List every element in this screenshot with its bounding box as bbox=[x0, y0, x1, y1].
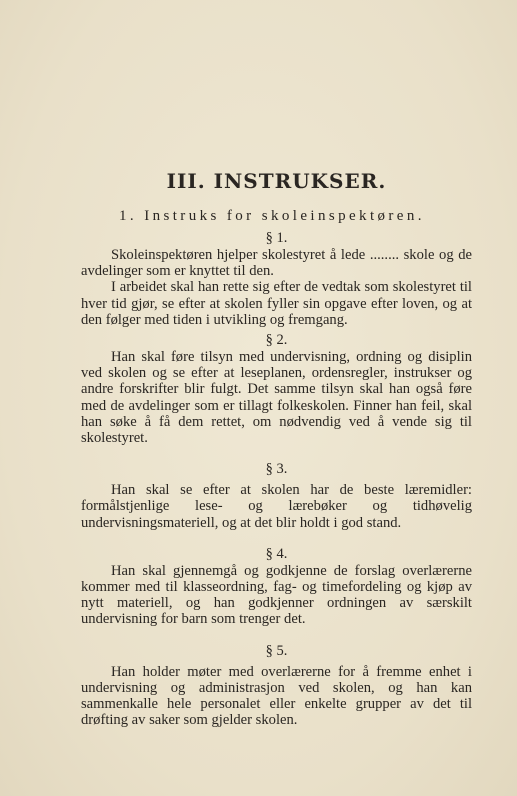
text-block bbox=[81, 170, 472, 728]
section-1-paragraph-2: I arbeidet skal han rette sig efter de vedtak som skolestyret til hver tid gjør, se efter at skolen fyller sin opgave efter loven, og at den følger med tiden i utvikling og fremgang. bbox=[81, 279, 472, 328]
instruction-subtitle: 1. Instruks for skoleinspektøren. bbox=[119, 208, 425, 224]
section-marker-4: § 4. bbox=[265, 545, 288, 562]
section-marker-5: § 5. bbox=[265, 642, 288, 659]
section-1-paragraph-1: Skoleinspektøren hjelper skolestyret å lede ........ skole og de avdelinger som er knyttet til den. bbox=[81, 247, 472, 280]
section-4-paragraph-1: Han skal gjennemgå og godkjenne de forslag overlærerne kommer med til klasseordning, fag- og timefordeling og kjøp av nytt materiell, og han godkjenner ordningen av særskilt undervisning for barn som trenger det. bbox=[81, 562, 472, 628]
section-marker-3: § 3. bbox=[265, 461, 288, 478]
section-marker-1: § 1. bbox=[265, 230, 288, 246]
section-marker-2: § 2. bbox=[265, 332, 288, 349]
section-3-paragraph-1: Han skal se efter at skolen har de beste læremidler: formålstjenlige lese- og lærebøker og tidhøvelig undervisningsmateriell, og at det blir holdt i god stand. bbox=[81, 482, 472, 531]
section-2-paragraph-1: Han skal føre tilsyn med undervisning, ordning og disiplin ved skolen og se efter at leseplanen, ordensregler, instrukser og andre forskrifter blir fulgt. Det samme tilsyn skal han også føre med de avdelinger som er tillagt folkeskolen. Finner han feil, skal han søke å få dem rettet, om nødvendig ved å vende sig til skolestyret. bbox=[81, 349, 472, 447]
section-5-paragraph-1: Han holder møter med overlærerne for å fremme enhet i undervisning og administrasjon ved skolen, og han kan sammenkalle hele personalet eller enkelte grupper av det til drøfting av saker som gjelder skolen. bbox=[81, 663, 472, 729]
chapter-title: III. INSTRUKSER. bbox=[166, 169, 387, 193]
